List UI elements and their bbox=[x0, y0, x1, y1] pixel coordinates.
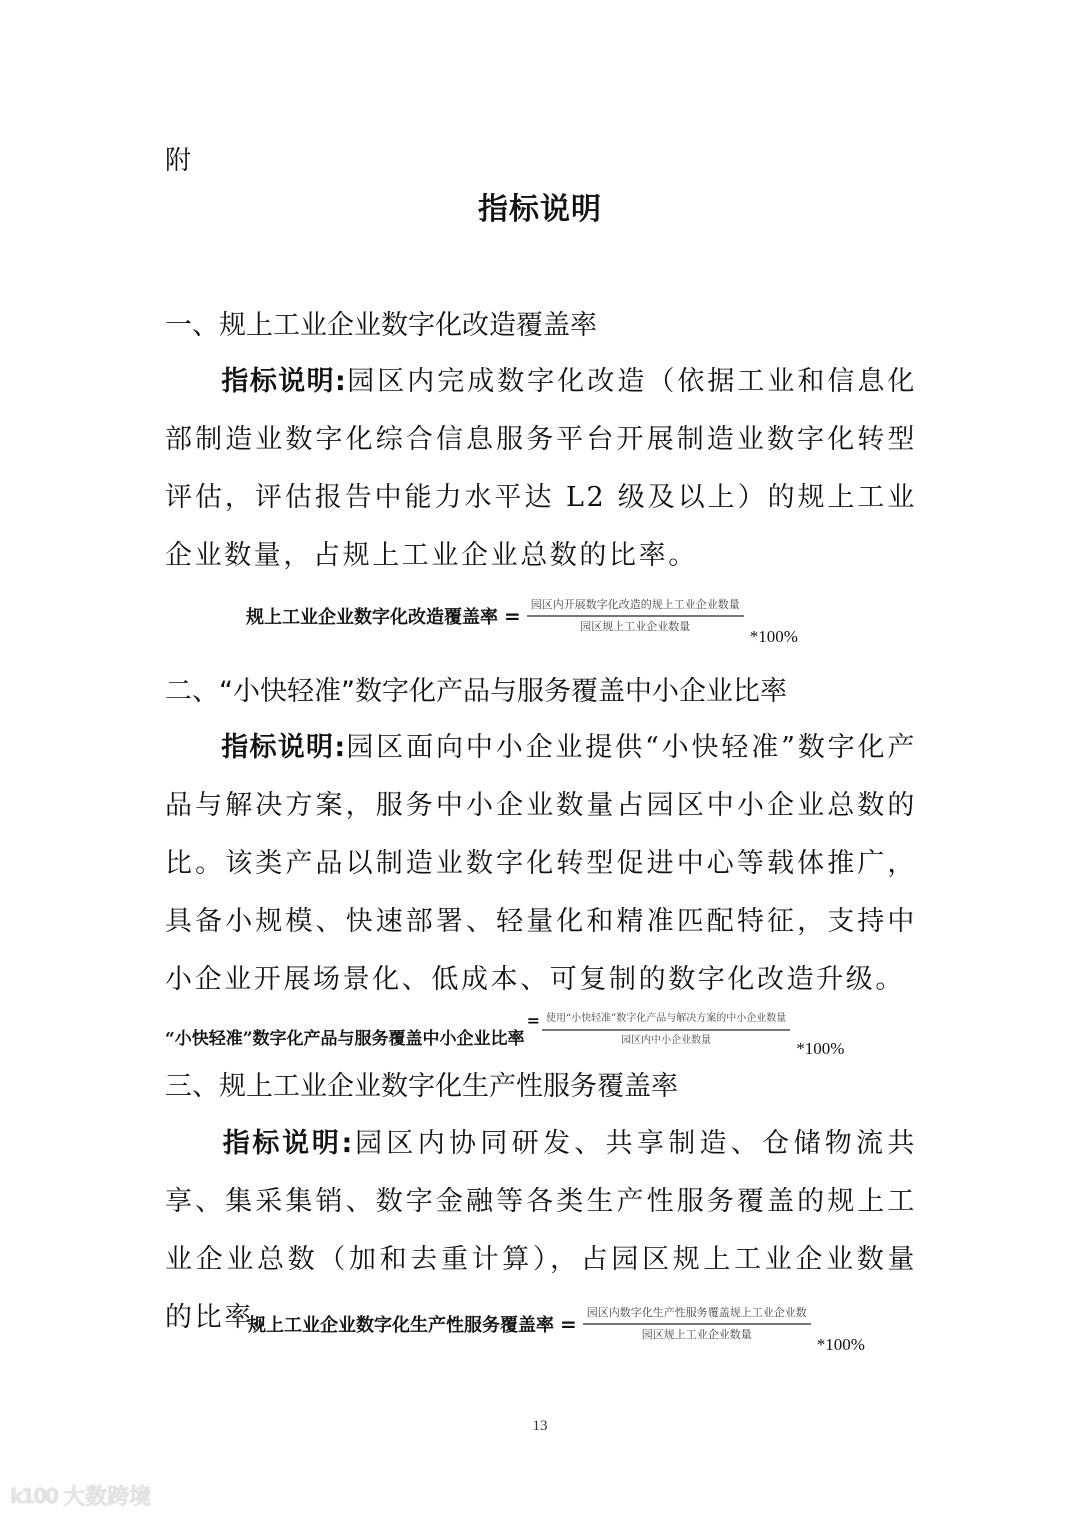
appendix-label: 附 bbox=[165, 146, 192, 176]
fraction-bar bbox=[527, 615, 744, 617]
formula-numerator: 使用“小快轻准”数字化产品与解决方案的中小企业数量 bbox=[545, 1013, 787, 1024]
lead-label: 指标说明: bbox=[221, 732, 347, 763]
page-number: 13 bbox=[532, 1418, 548, 1434]
document-title: 指标说明 bbox=[478, 192, 602, 227]
formula-denominator: 园区内中小企业数量 bbox=[621, 1035, 712, 1046]
formula-3 bbox=[248, 1305, 865, 1354]
formula-fraction bbox=[527, 597, 744, 635]
body-text: 园区内协同研发、共享制造、仓储物流共享、集采集销、数字金融等各类生产性服务覆盖的规上工业企业总数（加和去重计算），占园区规上工业企业数量的比率。 bbox=[165, 1128, 917, 1333]
section-heading-1: 一、规上工业企业数字化改造覆盖率 bbox=[165, 310, 597, 341]
section-heading-3: 三、规上工业企业数字化生产性服务覆盖率 bbox=[165, 1071, 678, 1102]
k100-logo-icon: k100 bbox=[10, 1483, 58, 1508]
formula-1 bbox=[246, 597, 798, 646]
watermark-text: 大数跨境 bbox=[63, 1485, 152, 1510]
formula-denominator: 园区规上工业企业数量 bbox=[580, 620, 691, 633]
formula-denominator: 园区规上工业企业数量 bbox=[641, 1328, 752, 1341]
fraction-bar bbox=[542, 1029, 790, 1031]
formula-numerator: 园区内开展数字化改造的规上工业企业数量 bbox=[530, 598, 740, 611]
formula-lhs: 规上工业企业数字化生产性服务覆盖率 bbox=[248, 1315, 554, 1336]
formula-fraction bbox=[583, 1305, 811, 1343]
formula-multiplier: *100% bbox=[816, 1335, 865, 1354]
formula-numerator: 园区内数字化生产性服务覆盖规上工业企业数 bbox=[586, 1306, 807, 1319]
fraction-bar bbox=[583, 1323, 811, 1325]
lead-label: 指标说明: bbox=[221, 1128, 354, 1159]
formula-equals: = bbox=[560, 1312, 577, 1336]
body-text: 园区内完成数字化改造（依据工业和信息化部制造业数字化综合信息服务平台开展制造业数字化转型评估，评估报告中能力水平达 L2 级及以上）的规上工业企业数量，占规上工业企业总数的比率。 bbox=[165, 366, 917, 571]
lead-label: 指标说明: bbox=[221, 366, 347, 397]
formula-lhs: 规上工业企业数字化改造覆盖率 bbox=[246, 607, 498, 628]
formula-multiplier: *100% bbox=[749, 627, 798, 646]
formula-fraction bbox=[542, 1011, 790, 1049]
formula-equals: = bbox=[526, 1011, 540, 1030]
section-body-2 bbox=[165, 719, 917, 1009]
formula-equals: = bbox=[504, 604, 521, 628]
watermark bbox=[10, 1480, 151, 1511]
section-heading-2: 二、“小快轻准”数字化产品与服务覆盖中小企业比率 bbox=[165, 676, 787, 707]
formula-2 bbox=[165, 1011, 845, 1058]
body-text: 园区面向中小企业提供“小快轻准”数字化产品与解决方案，服务中小企业数量占园区中小企业总数的比。该类产品以制造业数字化转型促进中心等载体推广，具备小规模、快速部署、轻量化和精准匹配特征，支持中小企业开展场景化、低成本、可复制的数字化改造升级。 bbox=[165, 732, 917, 995]
formula-lhs: “小快轻准”数字化产品与服务覆盖中小企业比率 bbox=[165, 1029, 525, 1049]
section-body-1 bbox=[165, 353, 917, 585]
formula-multiplier: *100% bbox=[796, 1039, 845, 1058]
